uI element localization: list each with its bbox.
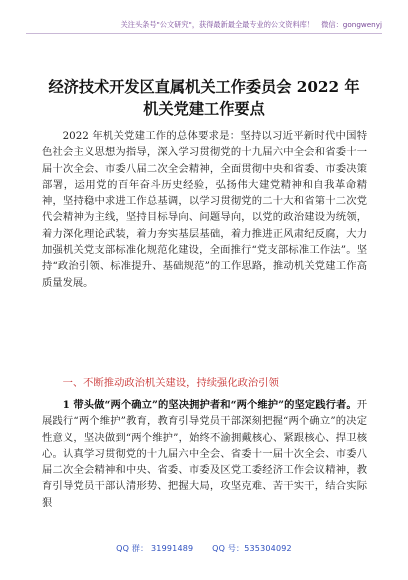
document-title [30,76,378,120]
item-1-body: 开展践行“两个维护”教育，教育引导党员干部深刻把握“两个确立”的决定性意义，坚决做到“两个维护”，始终不渝拥戴核心、紧跟核心、捍卫核心。认真学习贯彻党的十九届六中全会、省委十一届十次全会、市委八届二次全会精神和中央、省委、市委及区党工委经济工作会议精神，教育引导党员干部认清形势、把握大局，攻坚克难、苦干实干，结合实际狠 [42,399,367,509]
section-heading-1: 一、不断推动政治机关建设，持续强化政治引领 [62,377,279,389]
item-1-paragraph [42,397,367,511]
title-line-2: 机关党建工作要点 [143,100,265,118]
footer-contact [0,543,408,554]
footer-qq-group: QQ 群： 31991489 [116,544,194,553]
item-1-lead: 1 带头做“两个确立”的坚决拥护者和“两个维护”的坚定践行者。 [62,399,357,411]
intro-paragraph: 2022 年机关党建工作的总体要求是：坚持以习近平新时代中国特色社会主义思想为指导，深入学习贯彻党的十九届六中全会和省委十一届十次全会、市委八届二次全会精神，全面贯彻中央和省委、市委决策部署，运用党的百年奋斗历史经验，弘扬伟大建党精神和自我革命精神，坚持稳中求进工作总基调，以学习贯彻党的二十大和省第十二次党代会精神为主线，坚持目标导向、问题导向，以党的政治建设为统领，着力深化理论武装，着力夯实基层基础，着力推进正风肃纪反腐，大力加强机关党支部标准化规范化建设，全面推行“党支部标准工作法”。坚持“政治引领、标准提升、基础规范”的工作思路，推动机关党建工作高质量发展。 [42,130,367,289]
intro-paragraph-block [42,128,367,291]
title-line-1: 经济技术开发区直属机关工作委员会 2022 年 [48,78,360,96]
item-1-block [42,397,367,511]
footer-qq: QQ 号：535304092 [212,544,292,553]
header-banner [26,20,382,34]
header-banner-text: 关注头条号"公文研究"，获得最新最全最专业的公文资料库！ 微信：gongwenyj [120,20,382,29]
